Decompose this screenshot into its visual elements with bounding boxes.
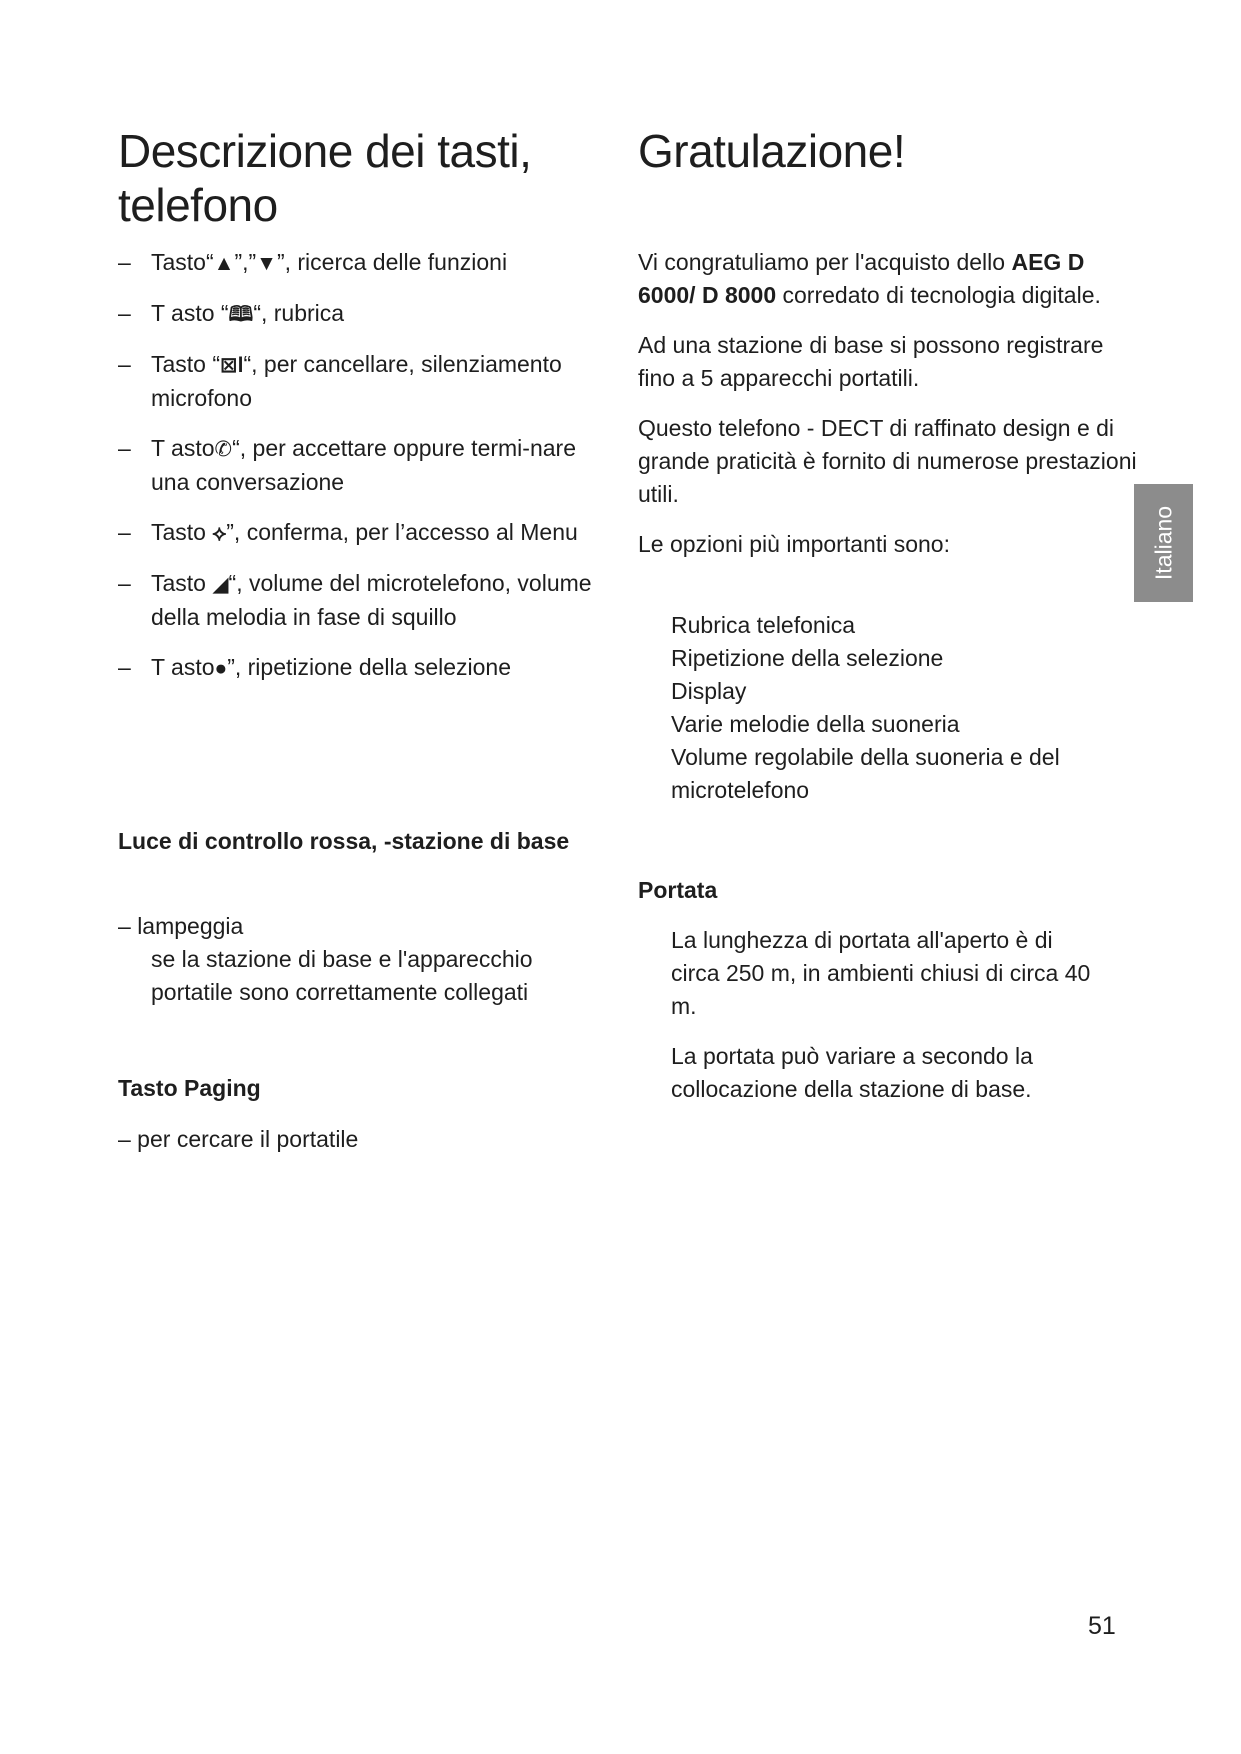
portata-heading: Portata [638,877,718,903]
paragraph: Questo telefono - DECT di raffinato design e di grande praticità è fornito di numerose prestazioni utili. [638,415,1137,507]
volume-icon: ◢ [212,573,229,596]
keys-section-title: Descrizione dei tasti, telefono [118,125,532,231]
phone-handset-icon: ✆ [214,438,233,461]
features-list [671,609,1131,807]
list-item: – T asto✆“, per accettare oppure termi-nare una conversazione [118,435,576,495]
phonebook-icon: 🕮 [228,303,254,326]
menu-confirm-icon: ⟡ [212,522,227,545]
paging-heading: Tasto Paging [118,1075,261,1101]
page-number: 51 [1088,1612,1116,1640]
led-line-2: se la stazione di base e l'apparecchio portatile sono correttamente collegati [151,946,533,1005]
led-description: – lampeggia se la stazione di base e l'apparecchio portatile sono correttamente collegati [118,910,618,1009]
list-item: Display [671,678,747,704]
led-heading: Luce di controllo rossa, -stazione di base [118,828,570,854]
product-name: AEG D 6000/ D 8000 [638,249,1085,308]
portata-text [671,924,1101,1123]
paragraph: La portata può variare a secondo la collocazione della stazione di base. [671,1043,1033,1102]
list-item: – Tasto ◢“, volume del microtelefono, volume della melodia in fase di squillo [118,570,592,630]
list-item: – T asto “🕮“, rubrica [118,300,345,326]
key-description-list [118,246,618,702]
list-item: Volume regolabile della suoneria e del microtelefono [671,744,1060,803]
paragraph: La lunghezza di portata all'aperto è di circa 250 m, in ambienti chiusi di circa 40 m. [671,927,1091,1019]
paragraph: Ad una stazione di base si possono registrare fino a 5 apparecchi portatili. [638,332,1104,391]
language-tab [1134,484,1193,602]
arrow-up-icon: ▲ [213,252,235,275]
list-item: Varie melodie della suoneria [671,711,960,737]
arrow-down-icon: ▼ [256,252,277,275]
intro-paragraph: Vi congratuliamo per l'acquisto dello AEG D 6000/ D 8000 corredato di tecnologia digitale. [638,249,1101,308]
language-tab-label: Italiano [1150,505,1176,581]
list-item: – Tasto“▲”,”▼”, ricerca delle funzioni [118,249,508,275]
list-item: Ripetizione della selezione [671,645,944,671]
delete-mute-icon: ⊠l [220,354,244,377]
list-item: – Tasto “⊠l“, per cancellare, silenziamento microfono [118,351,562,411]
congratulations-title: Gratulazione! [638,125,906,177]
intro-text [638,246,1138,578]
paragraph: Le opzioni più importanti sono: [638,531,950,557]
redial-icon: ● [214,657,228,680]
list-item: – Tasto ⟡”, conferma, per l’accesso al Menu [118,519,578,545]
list-item: Rubrica telefonica [671,612,856,638]
led-line-1: lampeggia [137,913,244,939]
paging-text: – per cercare il portatile [118,1126,359,1152]
list-item: – T asto●”, ripetizione della selezione [118,654,512,680]
